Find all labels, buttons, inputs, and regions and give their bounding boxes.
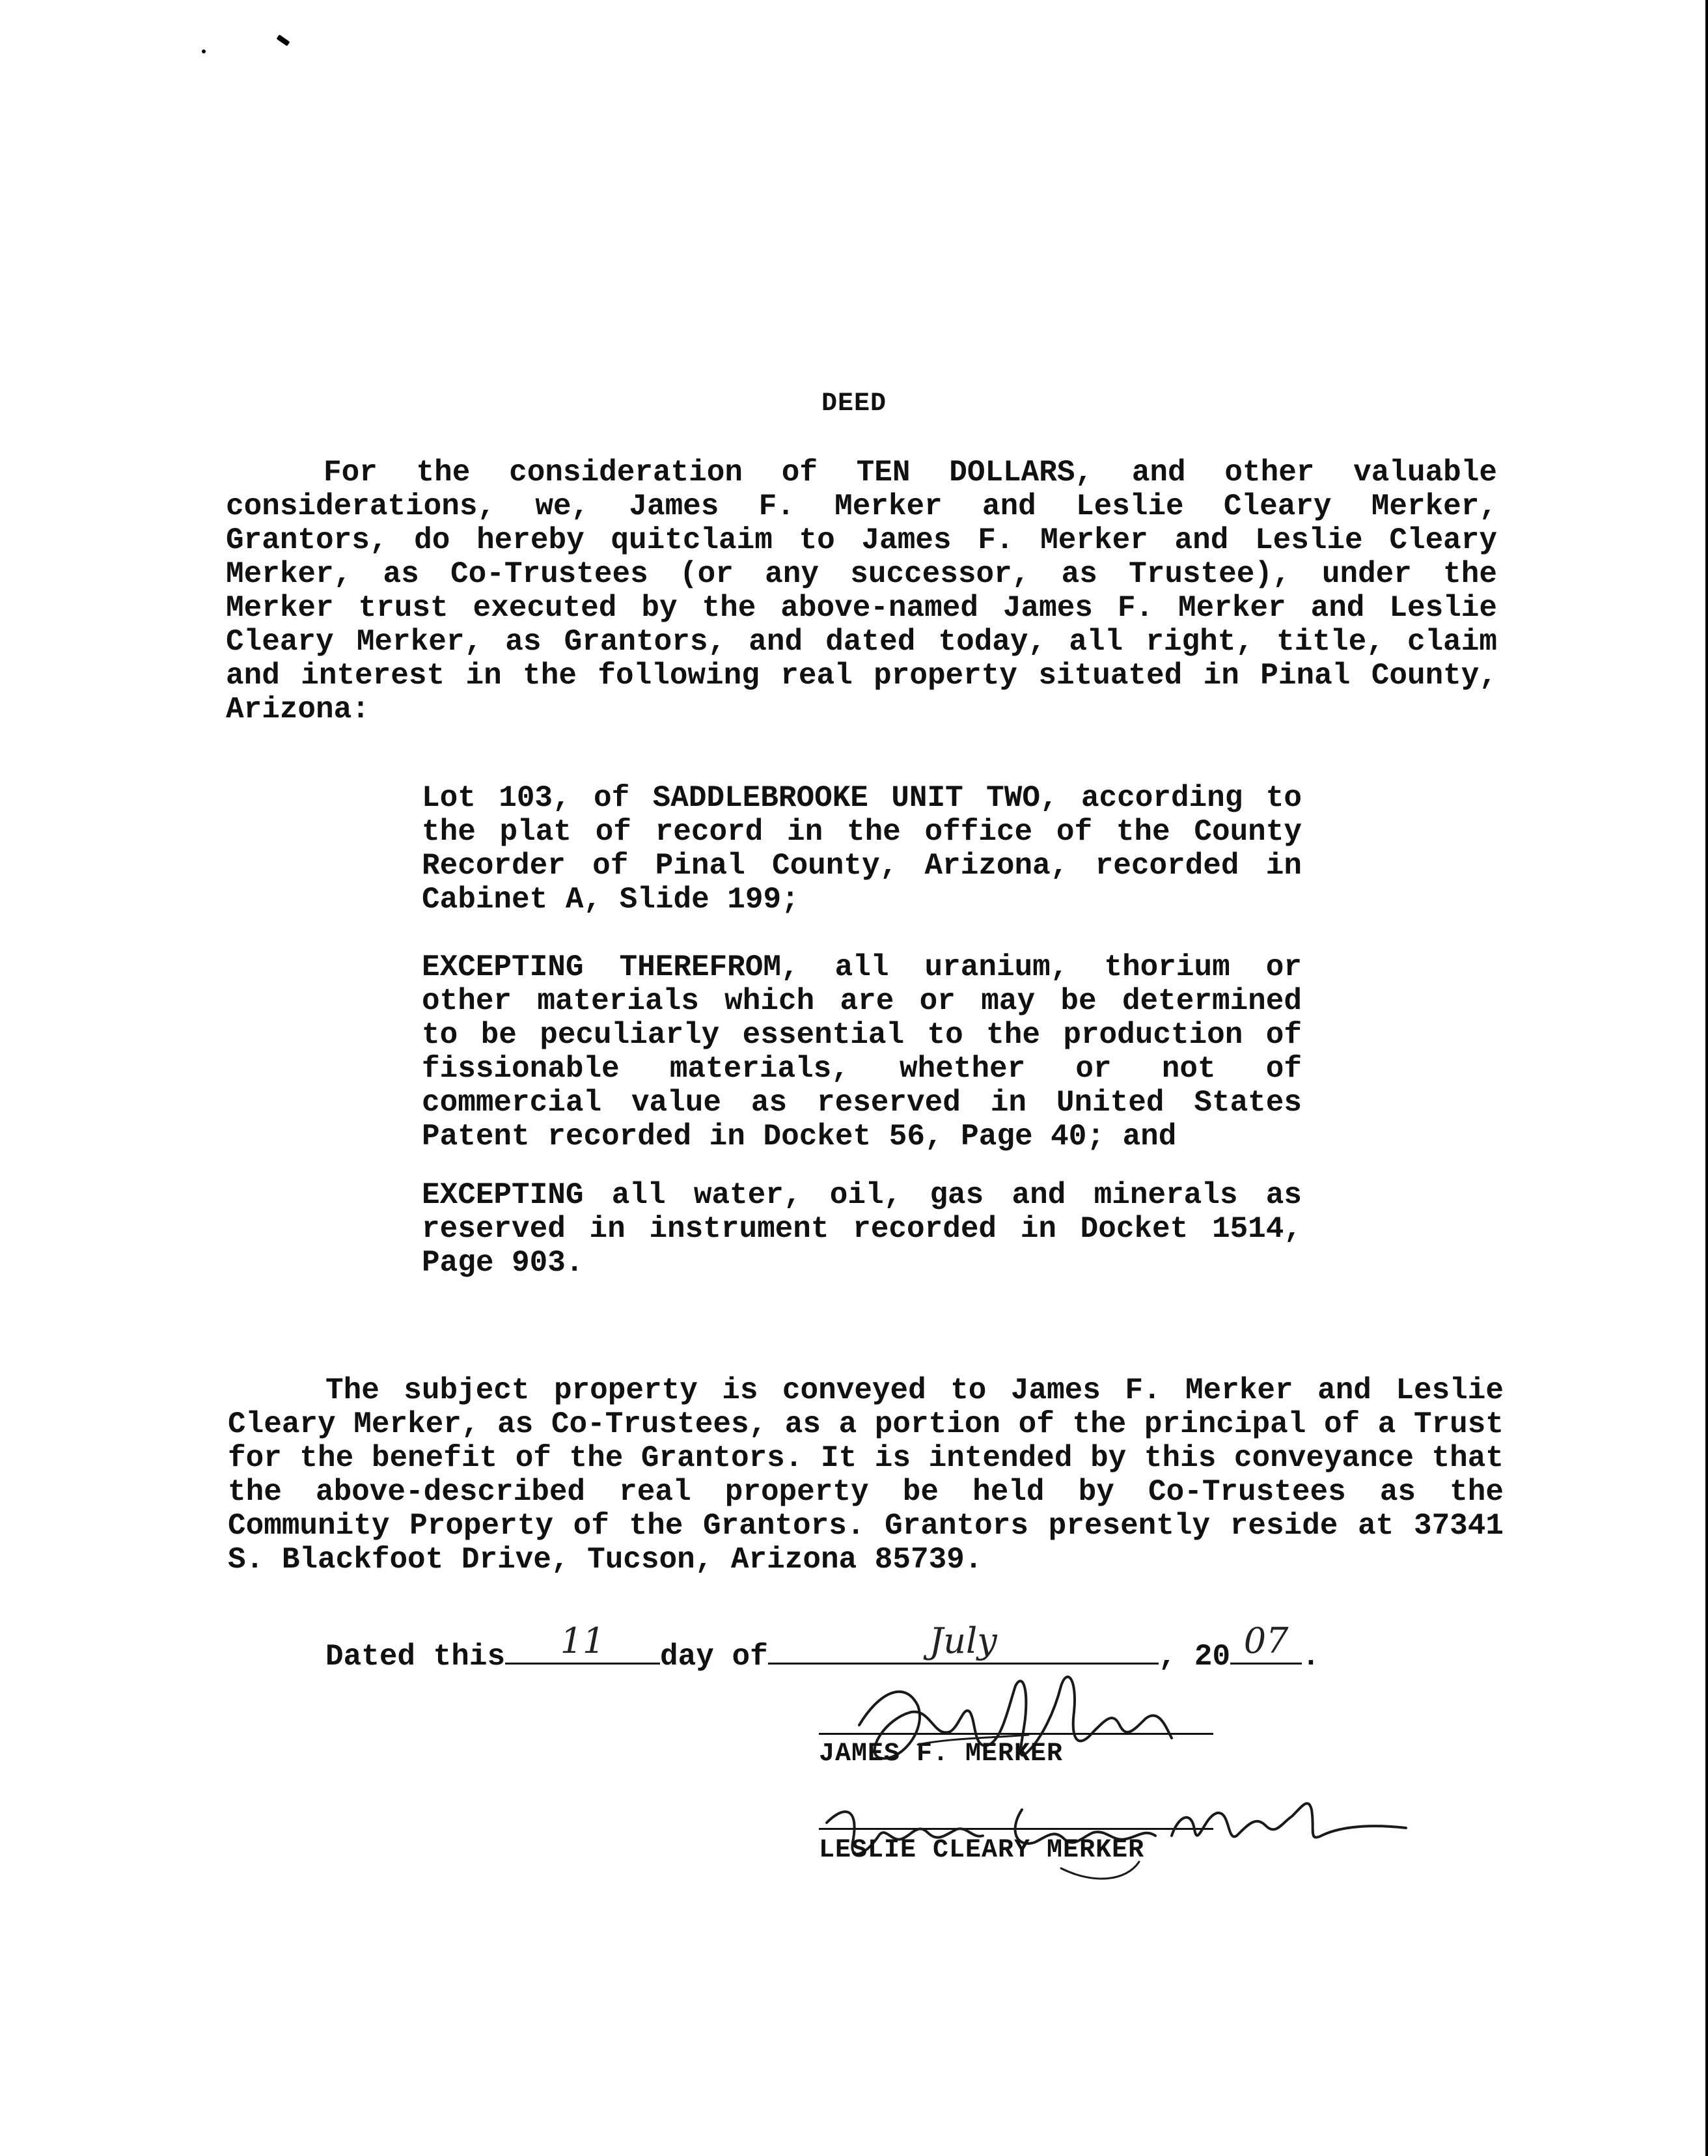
dated-prefix: Dated this: [325, 1640, 506, 1674]
year-blank: [1230, 1620, 1302, 1665]
scan-mark: [277, 35, 290, 46]
dated-suffix: .: [1302, 1640, 1320, 1674]
opening-paragraph-text: For the consideration of TEN DOLLARS, and other valuable considerations, we, James F. Merker and Leslie Cleary Merker, Grantors, do hereby quitclaim to James F. Merker and Leslie Cleary Merker, as Co-Trustees (or any successor, as Trustee), under the Merker trust executed by the above-named James F. Merker and Leslie Cleary Merker, as Grantors, and dated today, all right, title, claim and interest in the following real property situated in Pinal County, Arizona:: [226, 456, 1497, 726]
signatory-name-james: JAMES F. MERKER: [819, 1739, 1064, 1769]
closing-paragraph-text: The subject property is conveyed to James F. Merker and Leslie Cleary Merker, as Co-Trustees, as a portion of the principal of a Trust for the benefit of the Grantors. It is intended by this conveyance that the above-described real property be held by Co-Trustees as the Community Property of the Grantors. Grantors presently reside at 37341 S. Blackfoot Drive, Tucson, Arizona 85739.: [228, 1374, 1504, 1577]
document-title: DEED: [821, 389, 887, 419]
year-prefix: , 20: [1158, 1640, 1231, 1674]
legal-description-lot: Lot 103, of SADDLEBROOKE UNIT TWO, according to the plat of record in the office of the County Recorder of Pinal County, Arizona, recorded in Cabinet A, Slide 199;: [422, 781, 1302, 917]
opening-paragraph: [226, 456, 1497, 726]
closing-paragraph: [228, 1374, 1504, 1577]
day-blank: [505, 1620, 660, 1665]
legal-description-exception-water: EXCEPTING all water, oil, gas and minerals as reserved in instrument recorded in Docket 1514, Page 903.: [422, 1178, 1302, 1280]
dated-middle: day of: [660, 1640, 768, 1674]
year-handwritten: 07: [1243, 1620, 1289, 1661]
signatory-name-leslie: LESLIE CLEARY MERKER: [819, 1836, 1145, 1865]
scan-edge: [1705, 0, 1708, 2156]
legal-description-exception-uranium: EXCEPTING THEREFROM, all uranium, thorium or other materials which are or may be determined to be peculiarly essential to the production of fissionable materials, whether or not of commercial value as reserved in United States Patent recorded in Docket 56, Page 40; and: [422, 950, 1302, 1154]
month-handwritten: July: [929, 1620, 997, 1661]
scan-speck: [202, 49, 206, 53]
signature-james: [820, 1647, 1211, 1790]
day-handwritten: 11: [560, 1620, 605, 1661]
